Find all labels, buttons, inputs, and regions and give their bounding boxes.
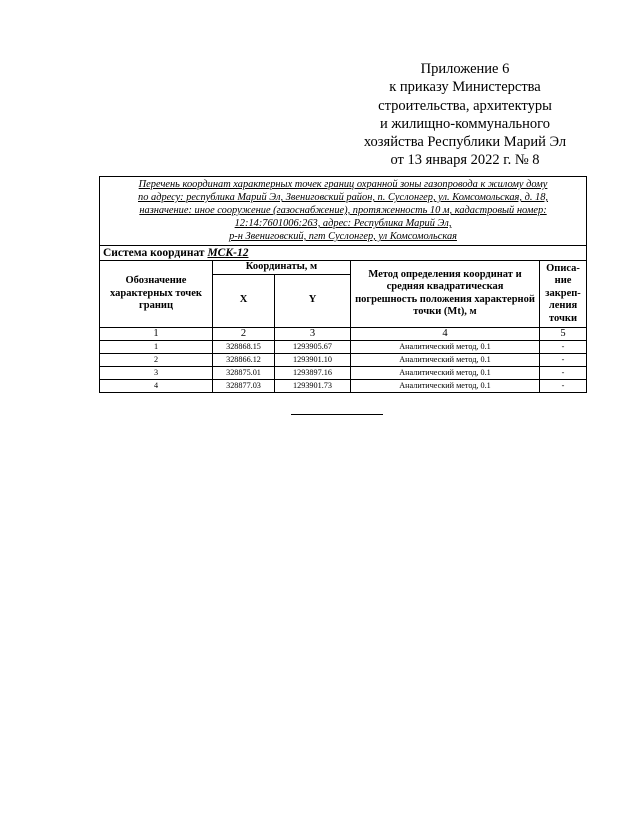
description-value: -: [540, 353, 587, 366]
column-number-row: [100, 327, 587, 340]
coordinate-system-value: МСК-12: [207, 247, 249, 259]
end-divider-line: [291, 414, 383, 415]
table-row: [100, 340, 587, 353]
appendix-header: [330, 60, 600, 170]
caption-line: по адресу: республика Марий Эл, Звениговский район, п. Суслонгер, ул. Комсомольская, д. 18,: [138, 192, 549, 203]
x-value: 328868.15: [213, 340, 275, 353]
method-value: Аналитический метод, 0.1: [351, 379, 540, 392]
x-value: 328877.03: [213, 379, 275, 392]
table-row: [100, 366, 587, 379]
y-value: 1293905.67: [275, 340, 351, 353]
column-number: 1: [100, 327, 213, 340]
y-value: 1293901.73: [275, 379, 351, 392]
description-value: -: [540, 379, 587, 392]
point-id: 4: [100, 379, 213, 392]
caption-line: 12:14:7601006:263, адрес: Республика Марий Эл,: [234, 218, 452, 229]
header-line: строительства, архитектуры: [378, 97, 552, 114]
header-x: X: [213, 274, 275, 327]
header-line: хозяйства Республики Марий Эл: [363, 134, 567, 151]
point-id: 2: [100, 353, 213, 366]
column-number: 4: [351, 327, 540, 340]
coordinate-system-label: Система координат: [103, 247, 205, 259]
method-value: Аналитический метод, 0.1: [351, 353, 540, 366]
caption-line: Перечень координат характерных точек границ охранной зоны газопровода к жилому дому: [138, 179, 548, 190]
point-id: 1: [100, 340, 213, 353]
description-value: -: [540, 366, 587, 379]
coordinate-system-row: [100, 246, 587, 261]
header-line: и жилищно-коммунального: [379, 115, 551, 132]
y-value: 1293897.16: [275, 366, 351, 379]
header-line: к приказу Министерства: [389, 79, 541, 96]
header-point-designation: Обозначение характерных точек границ: [100, 261, 213, 328]
x-value: 328875.01: [213, 366, 275, 379]
x-value: 328866.12: [213, 353, 275, 366]
method-value: Аналитический метод, 0.1: [351, 366, 540, 379]
table-row: [100, 353, 587, 366]
table-caption: [100, 177, 587, 246]
point-id: 3: [100, 366, 213, 379]
method-value: Аналитический метод, 0.1: [351, 340, 540, 353]
header-line: от 13 января 2022 г. № 8: [390, 152, 540, 169]
header-method: Метод определения координат и средняя квадратическая погрешность положения характерной точки (Mt), м: [351, 261, 540, 328]
y-value: 1293901.10: [275, 353, 351, 366]
caption-line: р-н Звениговский, пгт Суслонгер, ул Комсомольская: [229, 231, 457, 242]
column-number: 2: [213, 327, 275, 340]
description-value: -: [540, 340, 587, 353]
header-description: Описа-ние закреп-ления точки: [540, 261, 587, 328]
column-number: 3: [275, 327, 351, 340]
coordinates-table: [99, 176, 587, 393]
header-y: Y: [275, 274, 351, 327]
caption-line: назначение: иное сооружение (газоснабжение), протяженность 10 м, кадастровый номер:: [139, 205, 547, 216]
table-row: [100, 379, 587, 392]
header-coordinates: Координаты, м: [213, 261, 351, 275]
header-line: Приложение 6: [420, 61, 510, 77]
column-number: 5: [540, 327, 587, 340]
